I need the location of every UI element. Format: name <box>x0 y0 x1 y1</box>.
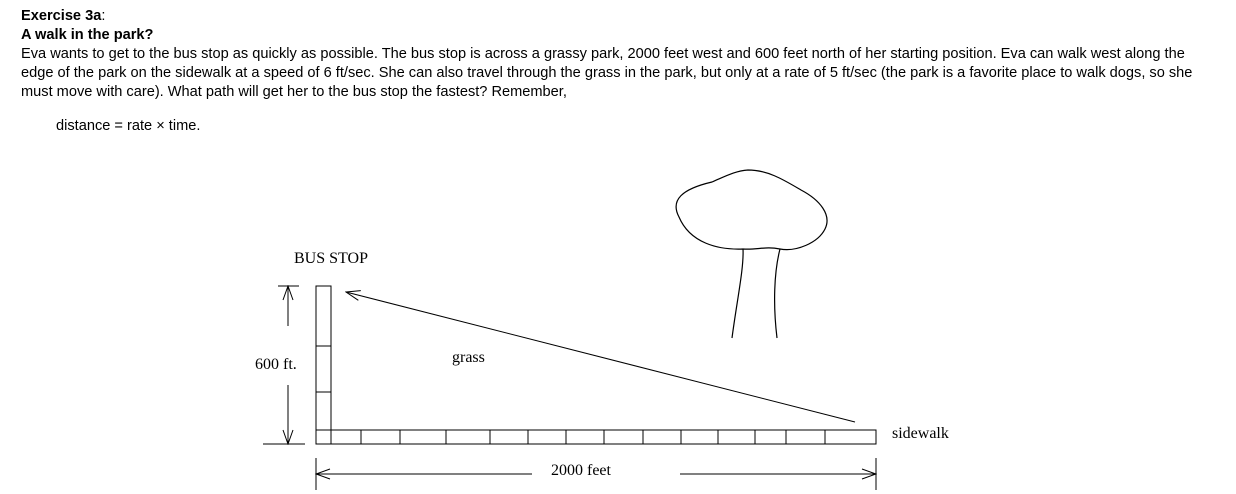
grass-path-arrow <box>346 292 855 422</box>
bus-stop-label: BUS STOP <box>294 250 368 267</box>
vertical-path-outline <box>316 286 331 430</box>
tree-canopy <box>676 170 827 250</box>
tree-icon <box>676 170 827 338</box>
sidewalk-path <box>316 430 876 444</box>
height-label: 600 ft. <box>255 356 297 373</box>
width-label: 2000 feet <box>551 462 611 479</box>
sidewalk-label: sidewalk <box>892 425 949 442</box>
grass-label: grass <box>452 349 485 366</box>
exercise-colon: : <box>101 8 106 24</box>
vertical-path <box>316 286 331 430</box>
exercise-body: Eva wants to get to the bus stop as quickly as possible. The bus stop is across a grassy park, 2000 feet west and 600 feet north of her starting position. Eva can walk west along the edge of the park on the sidewalk at a speed of 6 ft/sec. She can also travel through the grass in the park, but only at a rate of 5 ft/sec (the park is a favorite place to walk dogs, so she must move with care). What path will get her to the bus stop the fastest? Remember, <box>21 46 1193 100</box>
exercise-label: Exercise 3a <box>21 8 102 24</box>
tree-trunk-right <box>775 249 780 338</box>
exercise-subtitle: A walk in the park? <box>21 27 154 43</box>
formula: distance = rate × time. <box>56 118 201 134</box>
tree-trunk-left <box>732 249 743 338</box>
